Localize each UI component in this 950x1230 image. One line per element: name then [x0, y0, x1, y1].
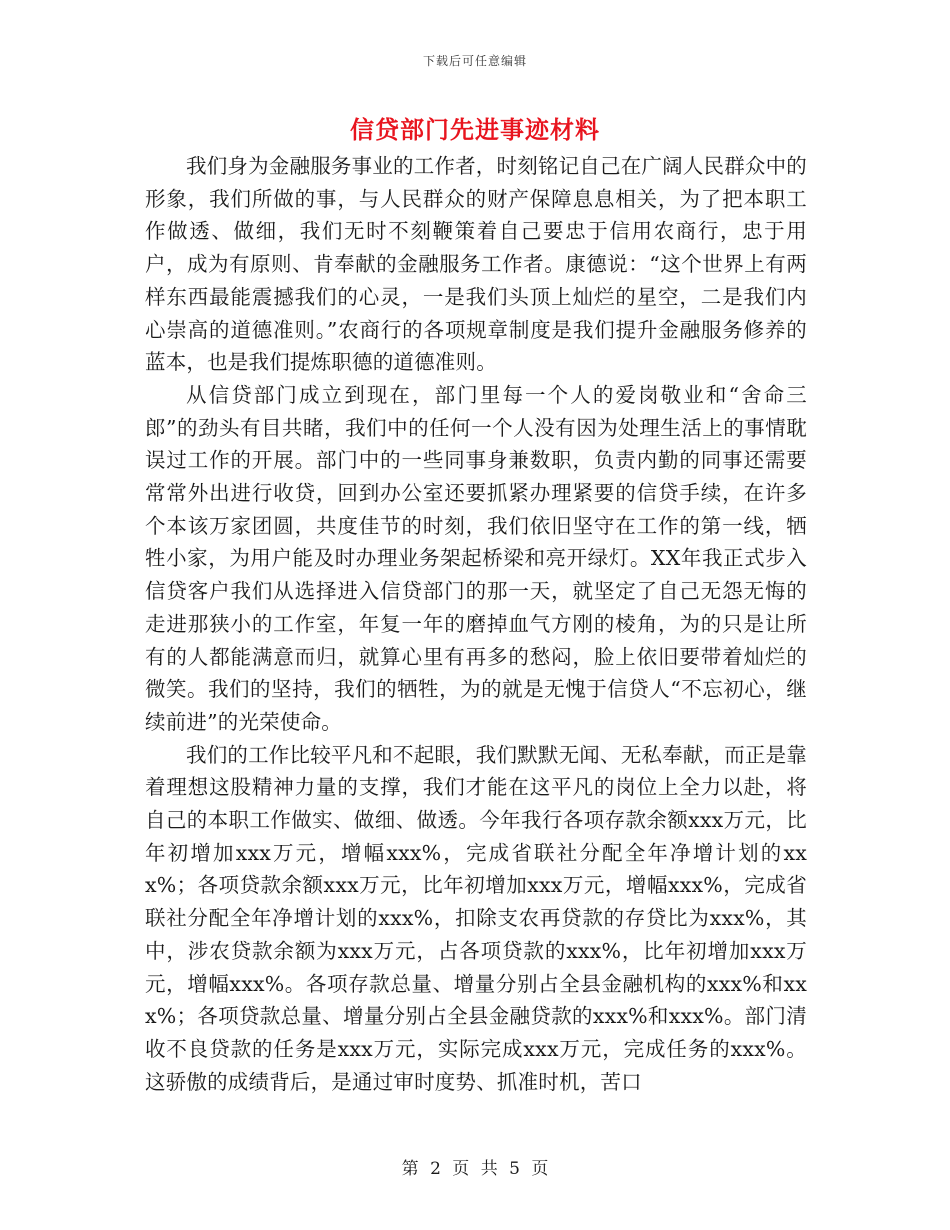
page-footer: 第 2 页 共 5 页 [401, 1159, 549, 1179]
header-note: 下载后可任意编辑 [422, 54, 527, 68]
paragraph-2: 从信贷部门成立到现在，部门里每一个人的爱岗敬业和“舍命三郎”的劲头有目共睹，我们中的任何一个人没有因为处理生活上的事情耽误过工作的开展。部门中的一些同事身兼数职，负责内勤的同事还需要常常外出进行收贷，回到办公室还要抓紧办理紧要的信贷手续，在许多个本该万家团圆，共度佳节的时刻，我们依旧坚守在工作的第一线，牺牲小家，为用户能及时办理业务架起桥梁和亮开绿灯。XX年我正式步入信贷客户我们从选择进入信贷部门的那一天，就坚定了自己无怨无悔的走进那狭小的工作室，年复一年的磨掉血气方刚的棱角，为的只是让所有的人都能满意而归，就算心里有再多的愁闷，脸上依旧要带着灿烂的微笑。我们的坚持，我们的牺牲，为的就是无愧于信贷人“不忘初心，继续前进”的光荣使命。 [145, 382, 807, 734]
paragraph-3: 我们的工作比较平凡和不起眼，我们默默无闻、无私奉献，而正是靠着理想这股精神力量的支撑，我们才能在这平凡的岗位上全力以赴，将自己的本职工作做实、做细、做透。今年我行各项存款余额xxx万元，比年初增加xxx万元，增幅xxx%，完成省联社分配全年净增计划的xxx%；各项贷款余额xxx万元，比年初增加xxx万元，增幅xxx%，完成省联社分配全年净增计划的xxx%，扣除支农再贷款的存贷比为xxx%，其中，涉农贷款余额为xxx万元，占各项贷款的xxx%，比年初增加xxx万元，增幅xxx%。各项存款总量、增量分别占全县金融机构的xxx%和xxx%；各项贷款总量、增量分别占全县金融贷款的xxx%和xxx%。部门清收不良贷款的任务是xxx万元，实际完成xxx万元，完成任务的xxx%。这骄傲的成绩背后，是通过审时度势、抓准时机，苦口 [145, 742, 807, 1094]
document-body [145, 150, 807, 1098]
paragraph-1: 我们身为金融服务事业的工作者，时刻铭记自己在广阔人民群众中的形象，我们所做的事，与人民群众的财产保障息息相关，为了把本职工作做透、做细，我们无时不刻鞭策着自己要忠于信用农商行，忠于用户，成为有原则、肯奉献的金融服务工作者。康德说：“这个世界上有两样东西最能震撼我们的心灵，一是我们头顶上灿烂的星空，二是我们内心崇高的道德准则。”农商行的各项规章制度是我们提升金融服务修养的蓝本，也是我们提炼职德的道德准则。 [145, 154, 807, 375]
document-title: 信贷部门先进事迹材料 [350, 115, 600, 144]
